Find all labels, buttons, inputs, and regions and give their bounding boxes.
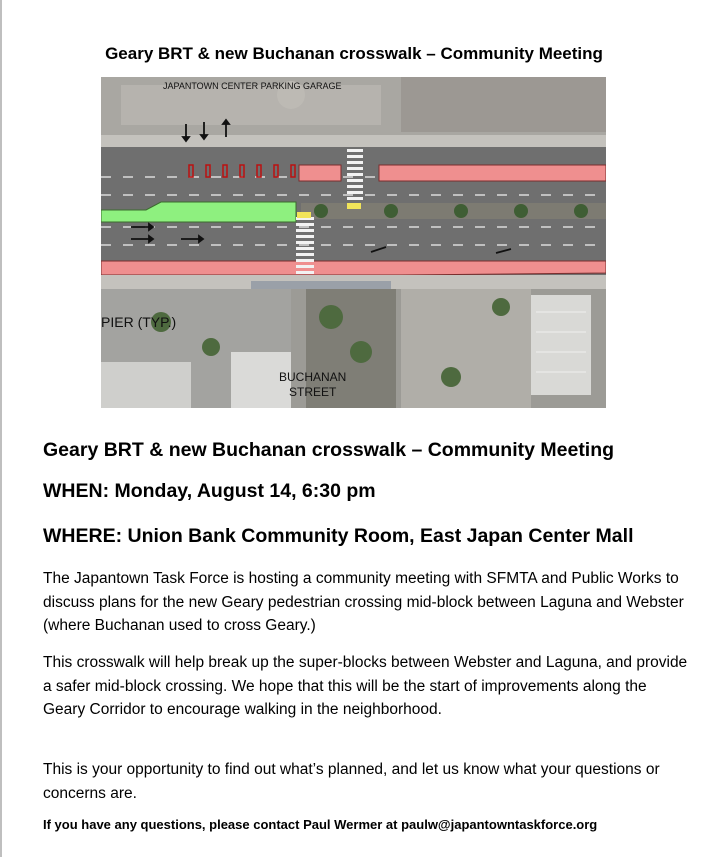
- page-left-border: [0, 0, 2, 857]
- paragraph-crosswalk: This crosswalk will help break up the super-blocks between Webster and Laguna, and provide a safer mid-block crossing. We hope that this will be the start of improvements along the Geary Corridor to encourage walking in the neighborhood.: [43, 654, 688, 718]
- meeting-where: WHERE: Union Bank Community Room, East Japan Center Mall: [43, 525, 634, 547]
- paragraph-opportunity: This is your opportunity to find out what’s planned, and let us know what your questions or concerns are.: [43, 761, 660, 802]
- label-pier: PIER (TYP.): [101, 314, 177, 330]
- bus-lane-north: [379, 165, 606, 181]
- meeting-when: WHEN: Monday, August 14, 6:30 pm: [43, 480, 376, 502]
- building-east: [531, 295, 591, 395]
- label-buchanan-line1: BUCHANAN: [279, 370, 347, 384]
- label-buchanan-line2: STREET: [289, 385, 337, 399]
- contact-line: If you have any questions, please contact Paul Wermer at paulw@japantowntaskforce.org: [43, 817, 598, 832]
- bus-lane-south: [101, 261, 606, 275]
- label-garage: JAPANTOWN CENTER PARKING GARAGE: [163, 81, 342, 91]
- meeting-heading: Geary BRT & new Buchanan crosswalk – Community Meeting: [43, 439, 615, 461]
- site-plan-map: [101, 77, 606, 408]
- page-title: Geary BRT & new Buchanan crosswalk – Community Meeting: [105, 44, 603, 63]
- garage-roof: [401, 77, 606, 132]
- paragraph-intro: The Japantown Task Force is hosting a community meeting with SFMTA and Public Works to discuss plans for the new Geary pedestrian crossing mid-block between Laguna and Webster (where Buchanan used to cross Geary.): [43, 570, 684, 634]
